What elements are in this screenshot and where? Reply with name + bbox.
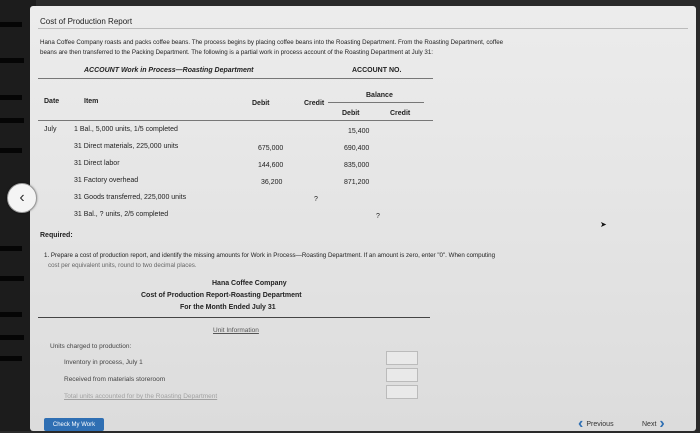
edge-bar bbox=[0, 356, 22, 361]
ledger-row-credit: ? bbox=[314, 196, 318, 203]
edge-bar bbox=[0, 95, 22, 100]
check-my-work-button[interactable]: Check My Work bbox=[44, 418, 104, 431]
chevron-left-icon: ‹ bbox=[19, 189, 25, 206]
question-1-text-cont: cost per equivalent units, round to two decimal places. bbox=[48, 262, 197, 269]
total-units-input[interactable] bbox=[386, 385, 418, 399]
cpr-period: For the Month Ended July 31 bbox=[180, 304, 276, 311]
cpr-row-label: Inventory in process, July 1 bbox=[64, 359, 143, 366]
col-date: Date bbox=[44, 98, 60, 105]
content-panel bbox=[30, 6, 696, 431]
ledger-row-debit: 36,200 bbox=[261, 179, 283, 186]
ledger-row-balance: 871,200 bbox=[344, 179, 370, 186]
col-balance-debit: Debit bbox=[342, 110, 360, 117]
cpr-row-label: Units charged to production: bbox=[50, 343, 132, 350]
inventory-units-input[interactable] bbox=[386, 351, 418, 365]
edge-bar bbox=[0, 246, 22, 251]
ledger-row-debit: 675,000 bbox=[258, 145, 284, 152]
previous-label: Previous bbox=[586, 420, 614, 428]
account-number-label: ACCOUNT NO. bbox=[352, 67, 402, 74]
divider bbox=[38, 28, 688, 29]
question-1-text: 1. Prepare a cost of production report, and identify the missing amounts for Work in Process—Roasting Department. If an amount is zero, enter "0". When computing bbox=[44, 252, 496, 259]
ledger-row-balance: 15,400 bbox=[348, 128, 370, 135]
chevron-left-icon: ‹ bbox=[578, 415, 584, 432]
report-heading: Cost of Production Report bbox=[40, 17, 133, 26]
ledger-row-item: 31 Direct labor bbox=[74, 160, 120, 167]
edge-bar bbox=[0, 276, 24, 281]
edge-bar bbox=[0, 22, 22, 27]
cpr-title: Cost of Production Report-Roasting Department bbox=[141, 292, 302, 299]
required-label: Required: bbox=[40, 232, 73, 239]
ledger-row-debit: 144,600 bbox=[258, 162, 284, 169]
divider bbox=[38, 120, 433, 121]
divider bbox=[38, 78, 433, 79]
back-arrow-button[interactable] bbox=[7, 183, 37, 213]
received-units-input[interactable] bbox=[386, 368, 418, 382]
previous-button[interactable] bbox=[578, 415, 614, 433]
ledger-row-item: 31 Direct materials, 225,000 units bbox=[74, 143, 179, 150]
edge-bar bbox=[0, 312, 22, 317]
ledger-row-item: 31 Factory overhead bbox=[74, 177, 139, 184]
edge-bar bbox=[0, 335, 24, 340]
month-label: July bbox=[44, 126, 57, 133]
account-title: ACCOUNT Work in Process—Roasting Department bbox=[84, 67, 254, 74]
chevron-right-icon: › bbox=[659, 415, 665, 432]
intro-text-1: Hana Coffee Company roasts and packs coffee beans. The process begins by placing coffee beans into the Roasting Department. From the Roasting Department, coffee bbox=[40, 39, 504, 46]
edge-bar bbox=[0, 58, 24, 63]
divider bbox=[328, 102, 424, 103]
ledger-row-item: 1 Bal., 5,000 units, 1/5 completed bbox=[74, 126, 178, 133]
ledger-row-item: 31 Bal., ? units, 2/5 completed bbox=[74, 211, 169, 218]
edge-bar bbox=[0, 118, 24, 123]
col-balance: Balance bbox=[366, 92, 393, 99]
cpr-row-label: Received from materials storeroom bbox=[64, 376, 166, 383]
next-label: Next bbox=[642, 420, 657, 428]
ledger-row-balance: 835,000 bbox=[344, 162, 370, 169]
next-button[interactable] bbox=[642, 415, 665, 433]
ledger-row-balance: 690,400 bbox=[344, 145, 370, 152]
col-debit: Debit bbox=[252, 100, 270, 107]
col-balance-credit: Credit bbox=[390, 110, 411, 117]
cpr-company: Hana Coffee Company bbox=[212, 280, 287, 287]
ledger-row-balance: ? bbox=[376, 213, 380, 220]
intro-text-2: beans are then transferred to the Packing Department. The following is a partial work in process account of the Roasting Department at July 31: bbox=[40, 49, 434, 56]
divider bbox=[38, 317, 430, 318]
cpr-row-label: Total units accounted for by the Roasting Department bbox=[64, 393, 218, 400]
col-credit: Credit bbox=[304, 100, 325, 107]
unit-information-heading: Unit Information bbox=[213, 327, 259, 334]
ledger-row-item: 31 Goods transferred, 225,000 units bbox=[74, 194, 187, 201]
cursor-icon: ➤ bbox=[600, 220, 607, 229]
edge-bar bbox=[0, 148, 22, 153]
col-item: Item bbox=[84, 98, 99, 105]
